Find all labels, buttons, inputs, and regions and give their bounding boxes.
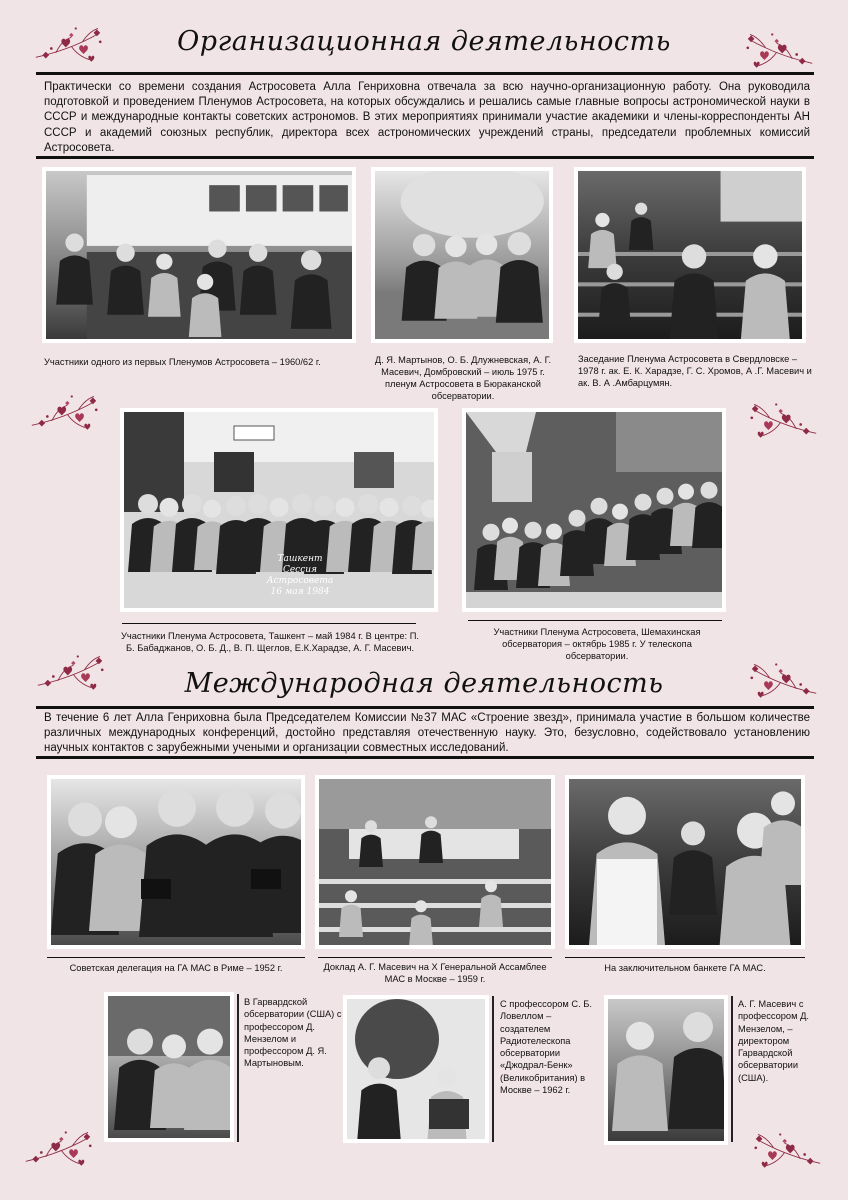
floral-ornament-icon	[744, 400, 824, 440]
divider	[565, 957, 805, 958]
photo-plenum-bus	[42, 167, 356, 343]
photo-byurakan	[371, 167, 553, 343]
intl-paragraph: В течение 6 лет Алла Генриховна была Председателем Комиссии №37 МАС «Строение звезд», принимала участие в большом количестве различных международных конференций, достойно представляя отечественную науку. Это, безусловно, содействовало установлению научных контактов с зарубежными учеными и организации совместных исследований.	[44, 712, 810, 755]
floral-ornament-icon	[18, 1128, 98, 1168]
caption: С профессором С. Б. Ловеллом – создателем Радиотелескопа обсерватории «Джодрал-Бенк» (Великобритания) в Москве – 1962 г.	[500, 999, 592, 1096]
caption: Участники Пленума Астросовета, Ташкент – май 1984 г. В центре: П. Б. Бабаджанов, О. Б. Д., В. П. Щеглов, Е.К.Харадзе, А. Г. Масевич.	[121, 631, 419, 653]
section-title-organizational: Организационная деятельность	[177, 26, 671, 57]
photo-masevich-menzel	[604, 995, 728, 1145]
photo-moscow-assembly	[315, 775, 555, 949]
photo-inscription: Ташкент Сессия Астросовета 16 мая 1984	[266, 554, 334, 597]
floral-ornament-icon	[748, 1130, 828, 1170]
divider	[36, 706, 814, 709]
caption: Участники одного из первых Пленумов Астросовета – 1960/62 г.	[44, 357, 321, 367]
caption: Д. Я. Мартынов, О. Б. Длужневская, А. Г. Масевич, Домбровский – июль 1975 г. пленум Астросовета в Бюраканской обсерватории.	[374, 355, 552, 401]
divider	[731, 996, 733, 1142]
photo-sverdlovsk-meeting	[574, 167, 806, 343]
floral-ornament-icon	[24, 392, 104, 432]
caption: Заседание Пленума Астросовета в Свердловске – 1978 г. ак. Е. К. Харадзе, Г. С. Хромов, А .Г. Масевич и ак. В. А .Амбарцумян.	[578, 354, 812, 388]
caption: На заключительном банкете ГА МАС.	[604, 963, 766, 973]
divider	[47, 957, 305, 958]
photo-lovell	[343, 995, 489, 1143]
photo-iau-banquet	[565, 775, 805, 949]
caption: А. Г. Масевич с профессором Д. Мензелом, – директором Гарвардской обсерватории (США).	[738, 999, 809, 1083]
divider	[237, 994, 239, 1142]
section-title-international: Международная деятельность	[184, 668, 664, 699]
divider	[36, 156, 814, 159]
photo-tashkent-group	[120, 408, 438, 612]
divider	[468, 620, 722, 621]
divider	[492, 996, 494, 1142]
divider	[36, 756, 814, 759]
photo-harvard-menzel-martynov	[104, 992, 234, 1142]
divider	[36, 72, 814, 75]
caption: Участники Пленума Астросовета, Шемахинская обсерватория – октябрь 1985 г. У телескопа обсерватории.	[493, 627, 701, 661]
photo-shemakha-group	[462, 408, 726, 612]
caption: Доклад А. Г. Масевич на X Генеральной Ассамблее МАС в Москве – 1959 г.	[323, 962, 547, 984]
divider	[318, 957, 552, 958]
org-paragraph: Практически со времени создания Астросовета Алла Генриховна отвечала за всю научно-организационную работу. Она руководила подготовкой и проведением Пленумов Астросовета, на которых обсуждались и решались самые главные вопросы астрономической науки в СССР и международные контакты советских астрономов. В этих мероприятиях принимали участие академики и члены-корреспонденты АН СССР и академий союзных республик, директора всех астрономических учреждений страны, председатели проблемных комиссий Астросовета.	[44, 81, 810, 154]
divider	[122, 623, 416, 624]
caption: Советская делегация на ГА МАС в Риме – 1952 г.	[69, 963, 283, 973]
photo-rome-delegation	[47, 775, 305, 949]
caption: В Гарвардской обсерватории (США) с профессором Д. Мензелом и профессором Д. Я. Мартыновым.	[244, 997, 342, 1069]
